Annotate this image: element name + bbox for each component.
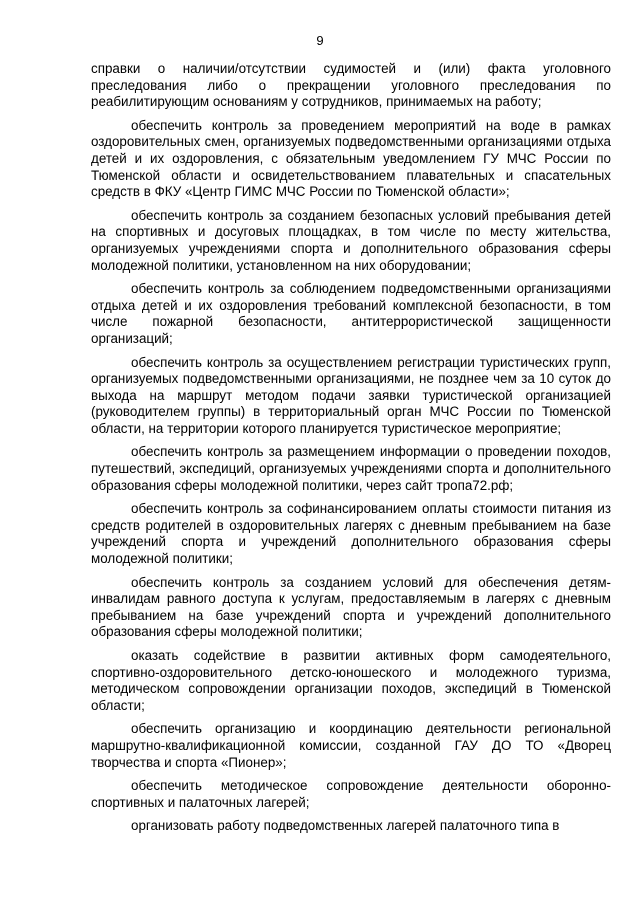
paragraph-safe-playgrounds: обеспечить контроль за созданием безопасных условий пребывания детей на спортивных и досуговых площадках, в том числе по месту жительства, организуемых учреждениями спорта и дополнительного образования сферы молодежной политики, установленном на них оборудовании; <box>91 207 611 273</box>
paragraph-tent-camps: организовать работу подведомственных лагерей палаточного типа в <box>131 818 560 834</box>
paragraph-comprehensive-safety: обеспечить контроль за соблюдением подведомственными организациями отдыха детей и их оздоровления требований комплексной безопасности, в том числе пожарной безопасности, антитеррористической защищенности организаций; <box>91 281 611 346</box>
paragraph-route-commission: обеспечить организацию и координацию деятельности региональной маршрутно-квалификационной комиссии, созданной ГАУ ДО ТО «Дворец творчества и спорта «Пионер»; <box>91 721 611 770</box>
paragraph-meal-cofinancing: обеспечить контроль за софинансированием оплаты стоимости питания из средств родителей в оздоровительных лагерях с дневным пребыванием на базе учреждений спорта и учреждений дополнительного образования сферы молодежной политики; <box>91 501 611 567</box>
paragraph-hike-information: обеспечить контроль за размещением информации о проведении походов, путешествий, экспедиций, организуемых учреждениями спорта и дополнительного образования сферы молодежной политики, через сайт тропа72.рф; <box>91 444 611 493</box>
paragraph-criminal-record: справки о наличии/отсутствии судимостей и (или) факта уголовного преследования либо о прекращении уголовного преследования по реабилитирующим основаниям у сотрудников, принимаемых на работу; <box>91 61 611 110</box>
paragraph-methodical-support: обеспечить методическое сопровождение деятельности оборонно-спортивных и палаточных лагерей; <box>91 778 611 810</box>
paragraph-water-activities: обеспечить контроль за проведением мероприятий на воде в рамках оздоровительных смен, организуемых подведомственными организациями отдыха детей и их оздоровления, с обязательным уведомлением ГУ МЧС России по Тюменской области и освидетельствованием плавательных и спасательных средств в ФКУ «Центр ГИМС МЧС России по Тюменской области»; <box>91 117 611 200</box>
paragraph-tourism-support: оказать содействие в развитии активных форм самодеятельного, спортивно-оздоровительного детско-юношеского и молодежного туризма, методическом сопровождении организации походов, экспедиций в Тюменской области; <box>91 648 611 713</box>
page-number: 9 <box>316 33 324 48</box>
paragraph-tourist-registration: обеспечить контроль за осуществлением регистрации туристических групп, организуемых подведомственными организациями, не позднее чем за 10 суток до выхода на маршрут методом подачи заявки туристической организацией (руководителем группы) в территориальный орган МЧС России по Тюменской области, на территории которого планируется туристическое мероприятие; <box>91 354 611 436</box>
document-body <box>91 61 611 842</box>
paragraph-disabled-access: обеспечить контроль за созданием условий для обеспечения детям-инвалидам равного доступа к услугам, предоставляемым в лагерях с дневным пребыванием на базе учреждений спорта и учреждений дополнительного образования сферы молодежной политики; <box>91 574 611 640</box>
